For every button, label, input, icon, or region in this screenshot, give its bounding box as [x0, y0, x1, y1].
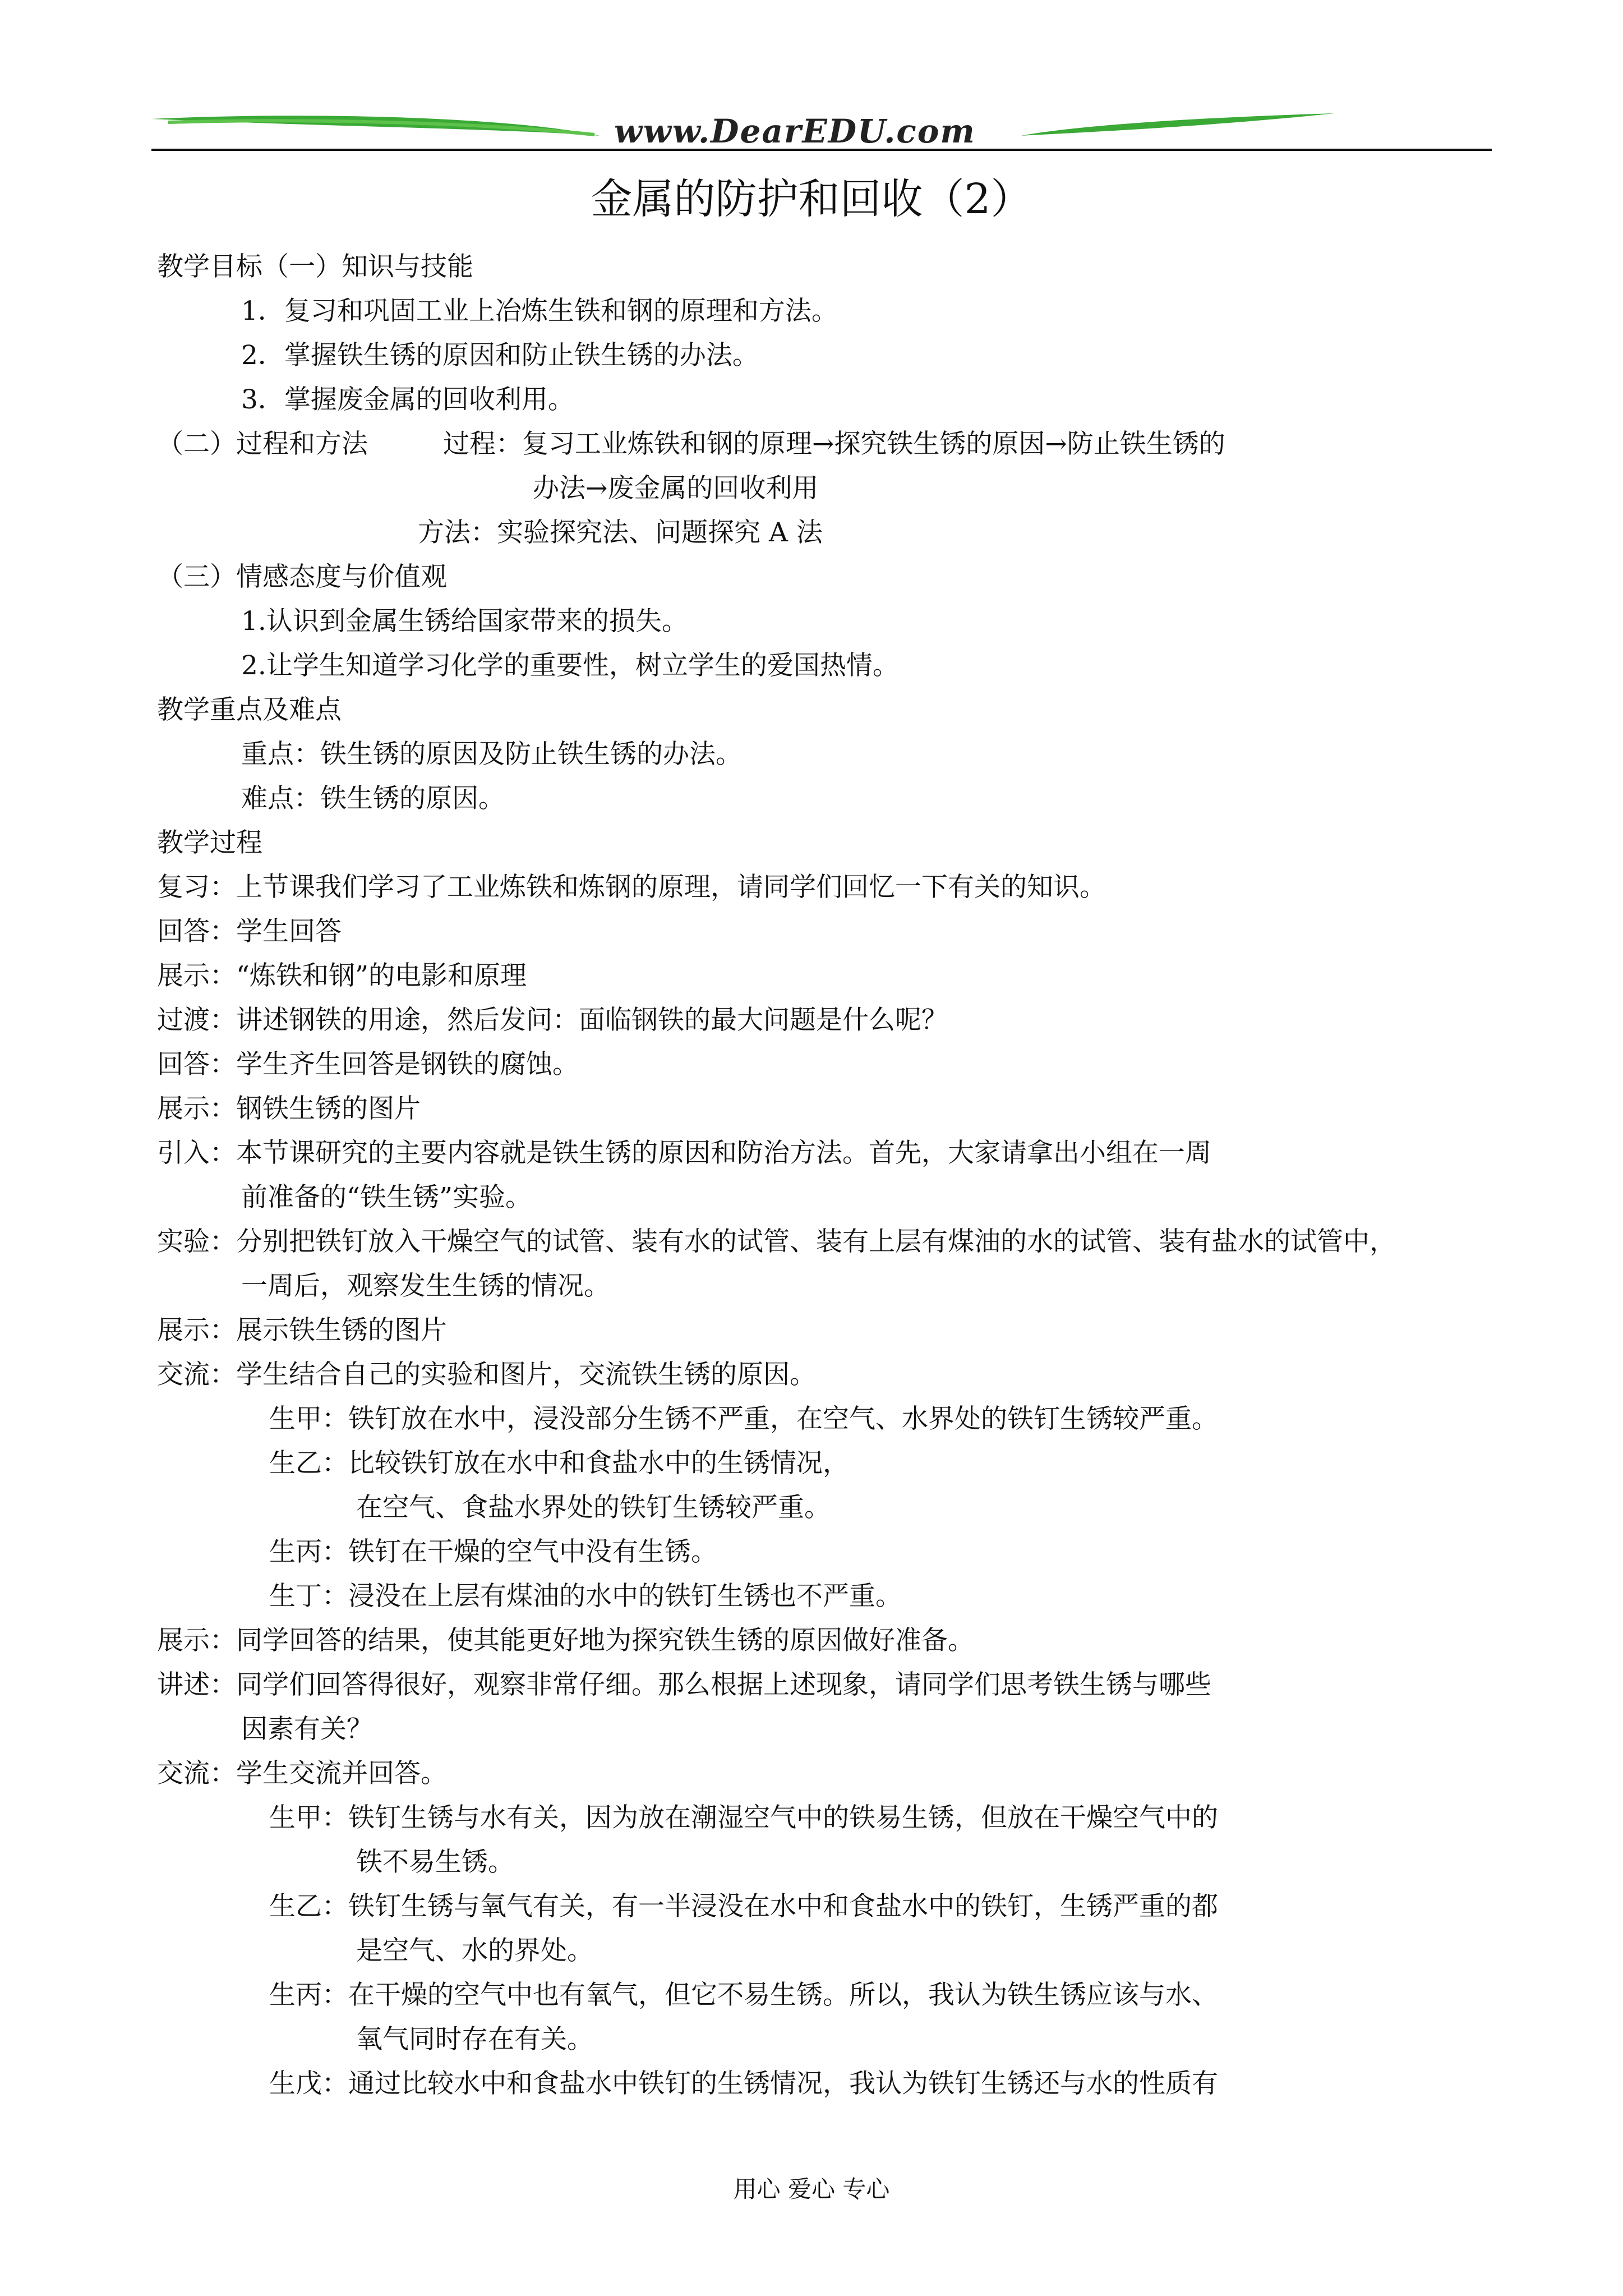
text-line: 过程：复习工业炼铁和钢的原理→探究铁生锈的原因→防止铁生锈的	[443, 429, 1225, 459]
text-line: 3．掌握废金属的回收利用。	[241, 384, 574, 415]
text-line: 展示：钢铁生锈的图片	[157, 1093, 421, 1124]
text-line: 方法：实验探究法、问题探究 A 法	[418, 517, 823, 548]
text-line: 实验：分别把铁钉放入干燥空气的试管、装有水的试管、装有上层有煤油的水的试管、装有盐水的试管中，	[157, 1226, 1396, 1257]
text-line: 1.认识到金属生锈给国家带来的损失。	[241, 606, 688, 637]
text-line: 生丙：铁钉在干燥的空气中没有生锈。	[269, 1536, 717, 1567]
site-logo[interactable]: www.DearEDU.com	[614, 112, 976, 150]
text-line: 生乙：铁钉生锈与氧气有关，有一半浸没在水中和食盐水中的铁钉，生锈严重的都	[269, 1891, 1218, 1922]
text-line: 前准备的“铁生锈”实验。	[241, 1182, 532, 1213]
text-line: 展示：展示铁生锈的图片	[157, 1315, 447, 1346]
text-line: 回答：学生回答	[157, 916, 342, 947]
text-line: 交流：学生交流并回答。	[157, 1758, 447, 1789]
text-line: 教学过程	[157, 827, 262, 858]
text-line: 过渡：讲述钢铁的用途，然后发问：面临钢铁的最大问题是什么呢？	[157, 1005, 948, 1036]
text-line: 2.让学生知道学习化学的重要性，树立学生的爱国热情。	[241, 650, 899, 681]
text-line: （三）情感态度与价值观	[157, 562, 447, 592]
text-line: 一周后，观察发生生锈的情况。	[241, 1271, 610, 1301]
text-line: 展示：“炼铁和钢”的电影和原理	[157, 960, 527, 991]
text-line: 展示：同学回答的结果，使其能更好地为探究铁生锈的原因做好准备。	[157, 1625, 974, 1656]
text-line: 教学重点及难点	[157, 694, 342, 725]
text-line: 是空气、水的界处。	[356, 1935, 593, 1966]
text-line: 复习：上节课我们学习了工业炼铁和炼钢的原理，请同学们回忆一下有关的知识。	[157, 872, 1106, 903]
header-divider	[151, 149, 1492, 151]
text-line: 教学目标（一）知识与技能	[157, 251, 473, 282]
text-line: 交流：学生结合自己的实验和图片，交流铁生锈的原因。	[157, 1359, 816, 1390]
text-line: （二）过程和方法	[157, 429, 368, 459]
text-line: 生甲：铁钉放在水中，浸没部分生锈不严重，在空气、水界处的铁钉生锈较严重。	[269, 1404, 1218, 1434]
text-line: 2．掌握铁生锈的原因和防止铁生锈的办法。	[241, 340, 759, 371]
text-line: 生戊：通过比较水中和食盐水中铁钉的生锈情况，我认为铁钉生锈还与水的性质有	[269, 2068, 1218, 2099]
text-line: 引入：本节课研究的主要内容就是铁生锈的原因和防治方法。首先，大家请拿出小组在一周	[157, 1138, 1211, 1168]
text-line: 办法→废金属的回收利用	[533, 473, 819, 504]
text-line: 讲述：同学们回答得很好，观察非常仔细。那么根据上述现象，请同学们思考铁生锈与哪些	[157, 1669, 1211, 1700]
text-line: 氧气同时存在有关。	[356, 2024, 593, 2055]
text-line: 重点：铁生锈的原因及防止铁生锈的办法。	[241, 739, 742, 770]
page-title: 金属的防护和回收（2）	[591, 175, 1032, 223]
text-line: 生丁：浸没在上层有煤油的水中的铁钉生锈也不严重。	[269, 1581, 902, 1612]
text-line: 在空气、食盐水界处的铁钉生锈较严重。	[356, 1492, 831, 1523]
page-footer: 用心 爱心 专心	[733, 2175, 890, 2203]
text-line: 因素有关？	[241, 1714, 373, 1745]
text-line: 回答：学生齐生回答是钢铁的腐蚀。	[157, 1049, 579, 1080]
text-line: 1．复习和巩固工业上冶炼生铁和钢的原理和方法。	[241, 296, 838, 326]
text-line: 难点：铁生锈的原因。	[241, 783, 505, 814]
text-line: 铁不易生锈。	[356, 1847, 514, 1878]
text-line: 生甲：铁钉生锈与水有关，因为放在潮湿空气中的铁易生锈，但放在干燥空气中的	[269, 1802, 1218, 1833]
text-line: 生丙：在干燥的空气中也有氧气，但它不易生锈。所以，我认为铁生锈应该与水、	[269, 1980, 1218, 2010]
text-line: 生乙：比较铁钉放在水中和食盐水中的生锈情况，	[269, 1448, 849, 1479]
